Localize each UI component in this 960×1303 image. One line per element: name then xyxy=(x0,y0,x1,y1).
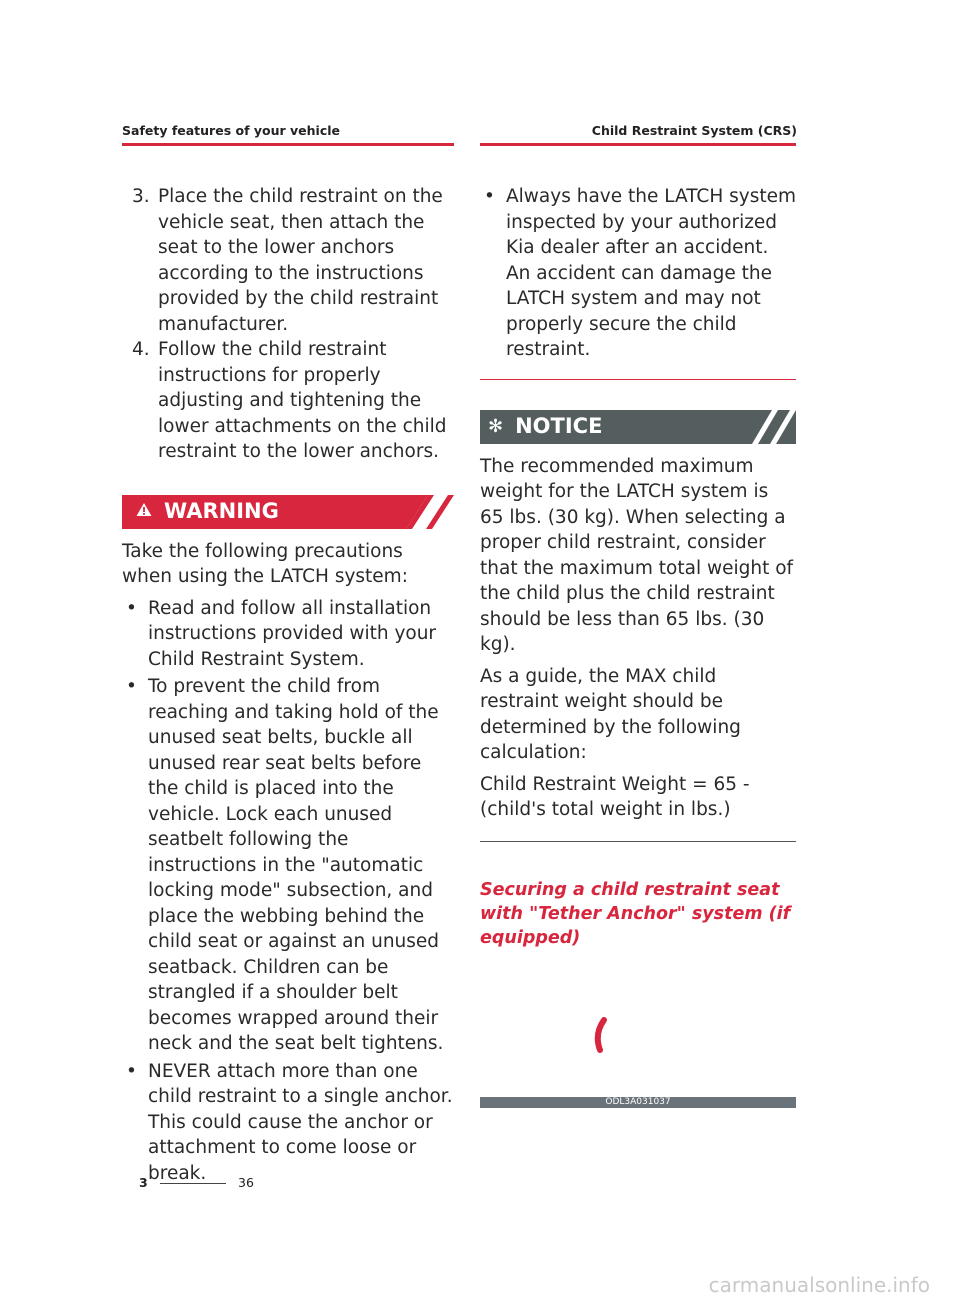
header-rule-right xyxy=(480,143,796,146)
bullet-text: To prevent the child from reaching and taking hold of the unused seat belts, buckle all unused rear seat belts before the child is placed into the vehicle. Lock each unused seatbelt following the instructions in the "automatic locking mode" subsection, and place the webbing behind the child seat or against an unused seatback. Children can be strangled if a shoulder belt becomes wrapped around their neck and the seat belt tightens. xyxy=(148,676,444,1054)
chapter-number: 3 xyxy=(139,1175,148,1190)
bullet-text: Read and follow all installation instructions provided with your Child Restraint System. xyxy=(148,597,437,670)
notice-title: NOTICE xyxy=(515,413,603,438)
list-item xyxy=(122,674,454,1057)
notice-end-rule xyxy=(480,841,796,842)
warning-bullet-list xyxy=(122,596,454,1187)
step-text: Follow the child restraint instructions for properly adjusting and tightening the lower attachments on the child restraint to the lower anchors. xyxy=(158,339,447,462)
bullet-dot: • xyxy=(126,676,137,697)
footer-rule xyxy=(160,1183,226,1184)
step-item xyxy=(132,337,454,465)
header-rule-left xyxy=(122,143,454,146)
warning-continued-list xyxy=(480,184,796,363)
warning-title: WARNING xyxy=(164,498,279,523)
step-number: 3. xyxy=(132,186,150,207)
warning-triangle-icon xyxy=(136,499,152,525)
page-number: 36 xyxy=(238,1175,254,1190)
asterisk-icon: ✻ xyxy=(488,415,504,437)
left-column xyxy=(122,184,454,1188)
watermark: carmanualsonline.info xyxy=(708,1273,930,1297)
right-column xyxy=(480,184,796,950)
step-list xyxy=(132,184,454,465)
notice-paragraph: Child Restraint Weight = 65 - (child's total weight in lbs.) xyxy=(480,773,750,820)
bullet-dot: • xyxy=(126,1060,137,1082)
warning-end-rule xyxy=(480,379,796,380)
bullet-text: NEVER attach more than one child restraint to a single anchor. This could cause the anchor or attachment to come loose or break. xyxy=(148,1060,453,1184)
bullet-dot: • xyxy=(484,186,495,207)
running-header-left: Safety features of your vehicle xyxy=(122,123,340,138)
warning-banner xyxy=(122,495,454,529)
anchor-bracket-icon xyxy=(598,1020,604,1050)
bullet-dot: • xyxy=(126,597,137,619)
notice-paragraph: The recommended maximum weight for the LATCH system is 65 lbs. (30 kg). When selecting a proper child restraint, consider that the maximum total weight of the child plus the child restraint should be less than 65 lbs. (30 kg). xyxy=(480,455,794,655)
notice-banner xyxy=(480,410,796,444)
figure-caption-bar: ODL3A031037 xyxy=(480,1097,796,1108)
list-item xyxy=(122,1059,454,1187)
list-item xyxy=(480,184,796,363)
warning-intro: Take the following precautions when using the LATCH system: xyxy=(122,540,408,587)
step-number: 4. xyxy=(132,339,150,360)
bullet-text: Always have the LATCH system inspected by your authorized Kia dealer after an accident. An accident can damage the LATCH system and may not properly secure the child restraint. xyxy=(506,186,797,360)
step-item xyxy=(132,184,454,337)
notice-paragraph: As a guide, the MAX child restraint weight should be determined by the following calculation: xyxy=(480,665,741,763)
banner-stripes-icon xyxy=(406,495,454,529)
tether-anchor-illustration xyxy=(480,854,796,1108)
section-heading: Securing a child restraint seat with "Tether Anchor" system (if equipped) xyxy=(480,879,791,948)
list-item xyxy=(122,596,454,673)
running-header-right: Child Restraint System (CRS) xyxy=(591,123,797,138)
step-text: Place the child restraint on the vehicle seat, then attach the seat to the lower anchors according to the instructions provided by the child restraint manufacturer. xyxy=(158,186,443,335)
banner-stripes-icon xyxy=(748,410,796,444)
